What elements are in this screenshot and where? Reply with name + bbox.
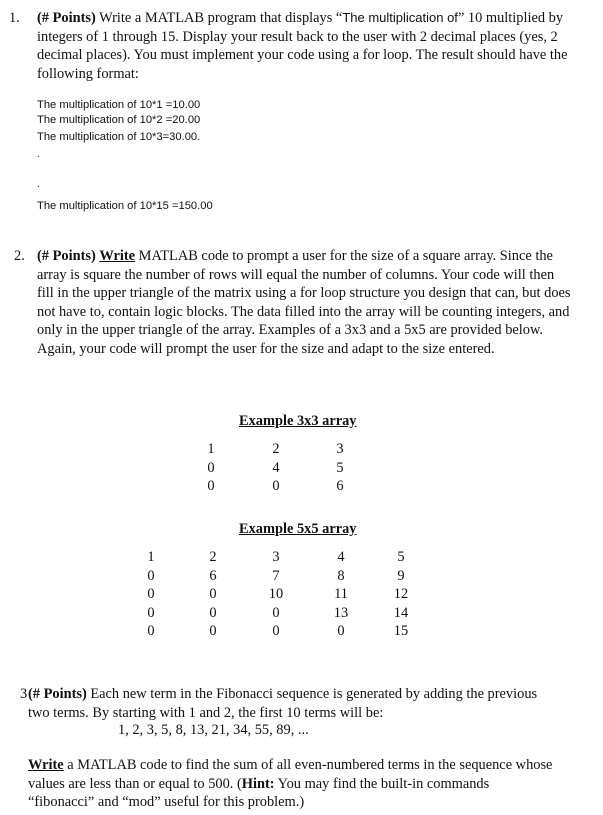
- question-3-write: Write: [28, 757, 64, 773]
- array3-cell: 5: [336, 459, 344, 476]
- question-3-number: 3: [20, 686, 28, 702]
- array3-cell: 1: [207, 441, 215, 457]
- array5-cell: 15: [393, 623, 409, 640]
- array5-cell: 12: [393, 586, 409, 603]
- array3-cell: 6: [336, 478, 344, 495]
- array5-col-2: [198, 548, 228, 641]
- array5-cell: 7: [272, 567, 280, 584]
- array5-col-1: [136, 548, 166, 641]
- question-3-task-a: a MATLAB code to find the sum of all even-numbered terms in the sequence whose values are less than or equal to 500. (: [28, 757, 553, 792]
- array5-cell: 6: [209, 567, 217, 584]
- question-3-text: [28, 685, 558, 722]
- question-1-points: (# Points): [37, 10, 96, 26]
- question-2-points: (# Points): [37, 248, 96, 264]
- question-3-points: (# Points): [28, 686, 87, 702]
- ellipsis-dot-2: .: [37, 179, 40, 190]
- output-line-3: The multiplication of 10*3=30.00.: [37, 131, 201, 143]
- array5-cell: 5: [397, 549, 405, 565]
- array5-cell: 9: [397, 567, 405, 584]
- question-2-number: 2.: [14, 248, 25, 264]
- array5-cell: 3: [272, 549, 280, 565]
- array5-cell: 8: [337, 567, 345, 584]
- array5-cell: 0: [147, 604, 155, 621]
- question-3-body: Each new term in the Fibonacci sequence is generated by adding the previous two terms. By starting with 1 and 2, the first 10 terms will be:: [28, 686, 538, 721]
- array5-cell: 0: [272, 604, 280, 621]
- output-line-final: The multiplication of 10*15 =150.00: [37, 200, 213, 212]
- array5-col-5: [386, 548, 416, 641]
- array5-cell: 0: [209, 604, 217, 621]
- question-2-write: Write: [99, 248, 136, 264]
- array5-cell: 13: [333, 604, 349, 621]
- array5-cell: 0: [147, 623, 155, 640]
- question-1-number: 1.: [9, 10, 20, 26]
- example-3x3-title: Example 3x3 array: [239, 413, 357, 429]
- array3-col-3: [325, 440, 355, 496]
- array5-col-3: [261, 548, 291, 641]
- question-2-text: [37, 247, 572, 359]
- question-3-hint: Hint:: [241, 775, 275, 792]
- example-5x5-title: Example 5x5 array: [239, 521, 357, 537]
- array5-cell: 2: [209, 549, 217, 565]
- ellipsis-dot-1: .: [37, 149, 40, 160]
- array5-cell: 0: [272, 623, 280, 640]
- array3-cell: 0: [207, 478, 215, 495]
- array3-cell: 0: [272, 478, 280, 495]
- array5-cell: 10: [268, 586, 284, 603]
- array5-cell: 1: [147, 549, 155, 565]
- array5-cell: 0: [147, 567, 155, 584]
- question-3-task-b: You may find the built-in commands “fibonacci” and “mod” useful for this problem.): [28, 775, 490, 811]
- output-line-2: The multiplication of 10*2 =20.00: [37, 114, 201, 126]
- question-1-text: [37, 9, 577, 83]
- question-1-text-b: ” 10 multiplied by integers of 1 through 15. Display your result back to the user with 2 decimal places (yes, 2 decimal places). You must implement your code using a for loop. The result should have the following format:: [37, 10, 568, 82]
- array5-cell: 14: [393, 604, 409, 621]
- array5-cell: 0: [147, 586, 155, 603]
- output-line-1: The multiplication of 10*1 =10.00: [37, 99, 201, 111]
- array5-cell: 0: [209, 623, 217, 640]
- question-1-quoted: The multiplication of: [342, 10, 458, 25]
- array3-cell: 2: [272, 441, 280, 457]
- array5-cell: 4: [337, 549, 345, 565]
- array3-cell: 0: [207, 459, 215, 476]
- fibonacci-sequence: 1, 2, 3, 5, 8, 13, 21, 34, 55, 89, ...: [118, 722, 309, 738]
- array5-cell: 0: [337, 623, 345, 640]
- array5-cell: 11: [334, 586, 348, 603]
- array3-col-1: [196, 440, 226, 496]
- array3-col-2: [261, 440, 291, 496]
- array3-cell: 4: [272, 459, 280, 476]
- question-3-task: [28, 756, 558, 812]
- array3-cell: 3: [336, 441, 344, 457]
- array5-col-4: [326, 548, 356, 641]
- question-1-text-a: Write a MATLAB program that displays “: [95, 10, 343, 26]
- array5-cell: 0: [209, 586, 217, 603]
- question-2-body: MATLAB code to prompt a user for the size of a square array. Since the array is square the number of rows will equal the number of columns. Your code will then fill in the upper triangle of the matrix using a for loop structure you design that can, but does not have to, contain logic blocks. The data filled into the array will be counting integers, and only in the upper triangle of the array. Examples of a 3x3 and a 5x5 are provided below. Again, your code will prompt the user for the size and adapt to the size entered.: [37, 248, 571, 357]
